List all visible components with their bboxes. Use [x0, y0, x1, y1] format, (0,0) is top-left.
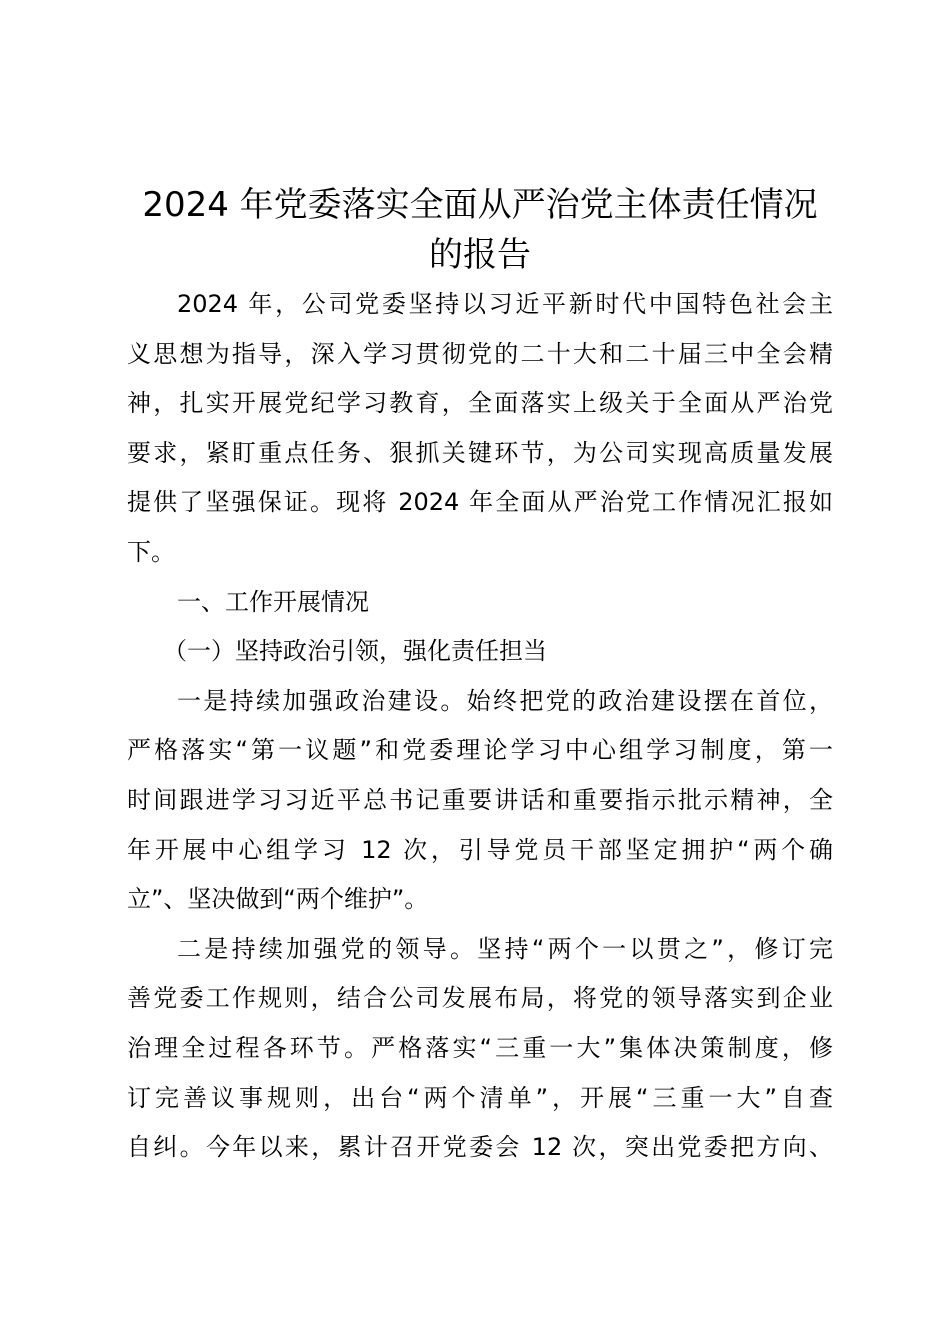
paragraph-line: 善党委工作规则，结合公司发展布局，将党的领导落实到企业	[127, 984, 833, 1013]
paragraph-line: 神，扎实开展党纪学习教育，全面落实上级关于全面从严治党	[127, 389, 833, 418]
paragraph-line: 订完善议事规则，出台“两个清单”，开展“三重一大”自查	[127, 1083, 833, 1112]
section-heading-text: 一、工作开展情况	[177, 587, 369, 616]
paragraph-line: 2024 年，公司党委坚持以习近平新时代中国特色社会主	[177, 290, 833, 318]
paragraph-line: 自纠。今年以来，累计召开党委会 12 次，突出党委把方向、	[127, 1133, 833, 1162]
document-title	[120, 180, 840, 280]
paragraph-political-building	[127, 677, 833, 925]
section-heading-1	[127, 578, 833, 628]
subsection-heading-1	[127, 627, 833, 677]
paragraph-line: 下。	[127, 537, 175, 566]
paragraph-line: 严格落实“第一议题”和党委理论学习中心组学习制度，第一	[127, 736, 833, 765]
paragraph-line: 时间跟进学习习近平总书记重要讲话和重要指示批示精神，全	[127, 785, 833, 814]
title-line-1: 2024 年党委落实全面从严治党主体责任情况	[142, 185, 818, 225]
paragraph-line: 二是持续加强党的领导。坚持“两个一以贯之”，修订完	[177, 934, 833, 963]
paragraph-line: 要求，紧盯重点任务、狠抓关键环节，为公司实现高质量发展	[127, 438, 833, 467]
document-body	[127, 280, 833, 1173]
subsection-heading-text: （一）坚持政治引领，强化责任担当	[163, 637, 547, 666]
title-line-2: 的报告	[429, 235, 531, 275]
paragraph-line: 立”、坚决做到“两个维护”。	[127, 885, 429, 914]
paragraph-party-leadership	[127, 925, 833, 1173]
paragraph-line: 一是持续加强政治建设。始终把党的政治建设摆在首位，	[177, 686, 833, 715]
paragraph-line: 提供了坚强保证。现将 2024 年全面从严治党工作情况汇报如	[127, 488, 833, 517]
paragraph-intro	[127, 280, 833, 578]
paragraph-line: 治理全过程各环节。严格落实“三重一大”集体决策制度，修	[127, 1033, 833, 1062]
paragraph-line: 义思想为指导，深入学习贯彻党的二十大和二十届三中全会精	[127, 339, 833, 368]
paragraph-line: 年开展中心组学习 12 次，引导党员干部坚定拥护“两个确	[127, 835, 833, 864]
